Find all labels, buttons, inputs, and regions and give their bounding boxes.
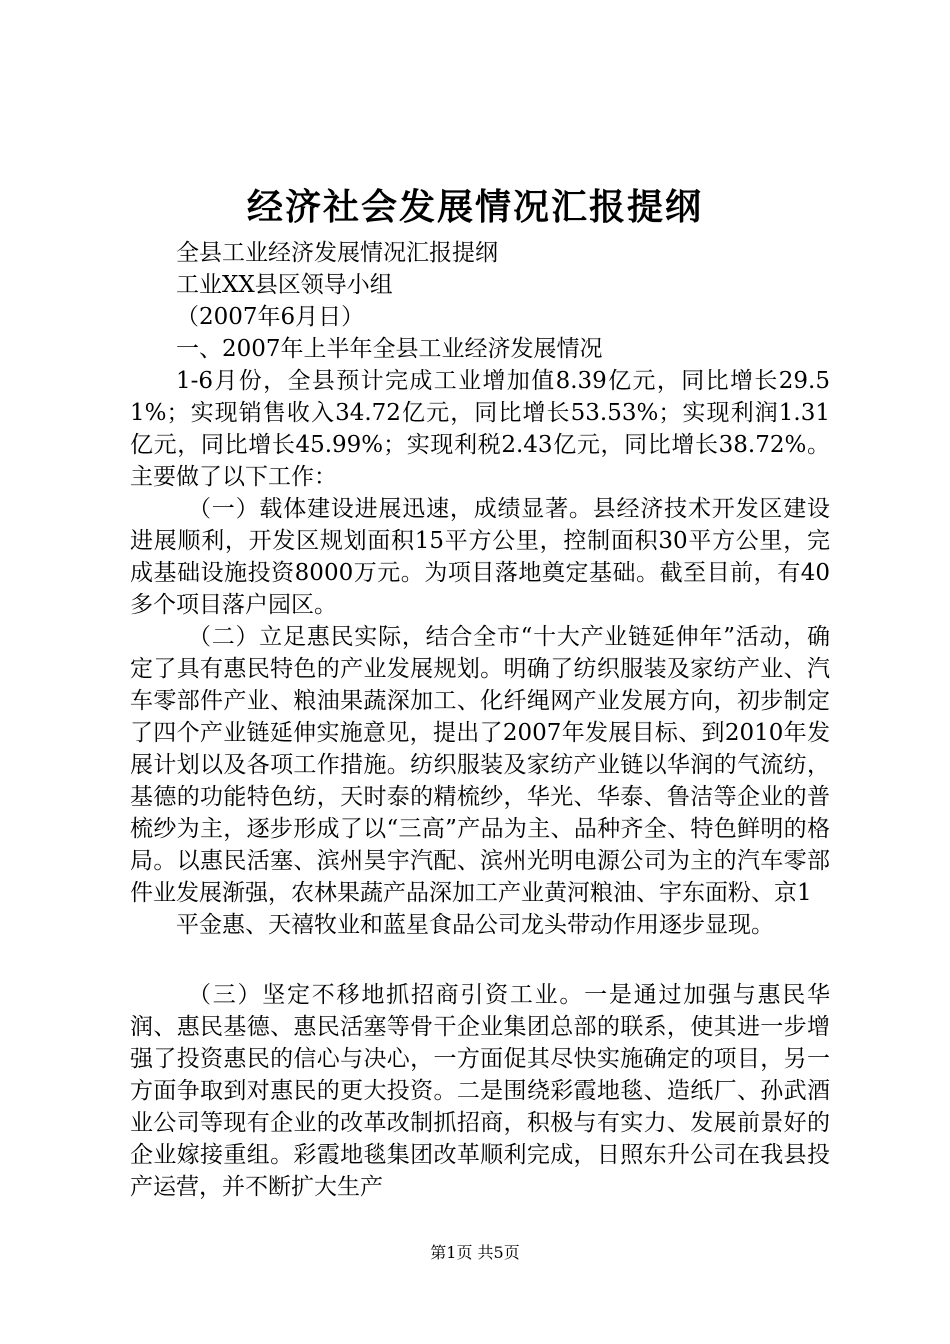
- section-heading: 一、2007年上半年全县工业经济发展情况: [176, 336, 603, 362]
- document-body: [130, 237, 830, 1203]
- body-paragraph: 平金惠、天禧牧业和蓝星食品公司龙头带动作用逐步显现。: [176, 912, 774, 938]
- page-number-footer: 第1页 共5页: [430, 1243, 520, 1262]
- body-paragraph: （一）载体建设进展迅速，成绩显著。县经济技术开发区建设进展顺利，开发区规划面积15平方公里，控制面积30平方公里，完成基础设施投资8000万元。为项目落地奠定基础。截至目前，有40多个项目落户园区。: [130, 496, 830, 618]
- body-paragraph: （二）立足惠民实际，结合全市“十大产业链延伸年”活动，确定了具有惠民特色的产业发展规划。明确了纺织服装及家纺产业、汽车零部件产业、粮油果蔬深加工、化纤绳网产业发展方向，初步制定了四个产业链延伸实施意见，提出了2007年发展目标、到2010年发展计划以及各项工作措施。纺织服装及家纺产业链以华润的气流纺，基德的功能特色纺，天时泰的精梳纱，华光、华泰、鲁洁等企业的普梳纱为主，逐步形成了以“三高”产品为主、品种齐全、特色鲜明的格局。以惠民活塞、滨州昊宇汽配、滨州光明电源公司为主的汽车零部件业发展渐强，农林果蔬产品深加工产业黄河粮油、宇东面粉、京1: [130, 624, 830, 906]
- date-paragraph: （2007年6月日）: [176, 304, 365, 330]
- body-paragraph: （三）坚定不移地抓招商引资工业。一是通过加强与惠民华润、惠民基德、惠民活塞等骨干企业集团总部的联系，使其进一步增强了投资惠民的信心与决心，一方面促其尽快实施确定的项目，另一方面争取到对惠民的更大投资。二是围绕彩霞地毯、造纸厂、孙武酒业公司等现有企业的改革改制抓招商，积极与有实力、发展前景好的企业嫁接重组。彩霞地毯集团改革顺利完成，日照东升公司在我县投产运营，并不断扩大生产: [130, 982, 830, 1200]
- author-paragraph: 工业XX县区领导小组: [176, 272, 393, 298]
- body-paragraph: 1-6月份，全县预计完成工业增加值8.39亿元，同比增长29.51%；实现销售收入34.72亿元，同比增长53.53%；实现利润1.31亿元，同比增长45.99%；实现利税2.43亿元，同比增长38.72%。主要做了以下工作：: [130, 368, 830, 490]
- document-title: 经济社会发展情况汇报提纲: [246, 187, 703, 228]
- subtitle-paragraph: 全县工业经济发展情况汇报提纲: [176, 240, 498, 266]
